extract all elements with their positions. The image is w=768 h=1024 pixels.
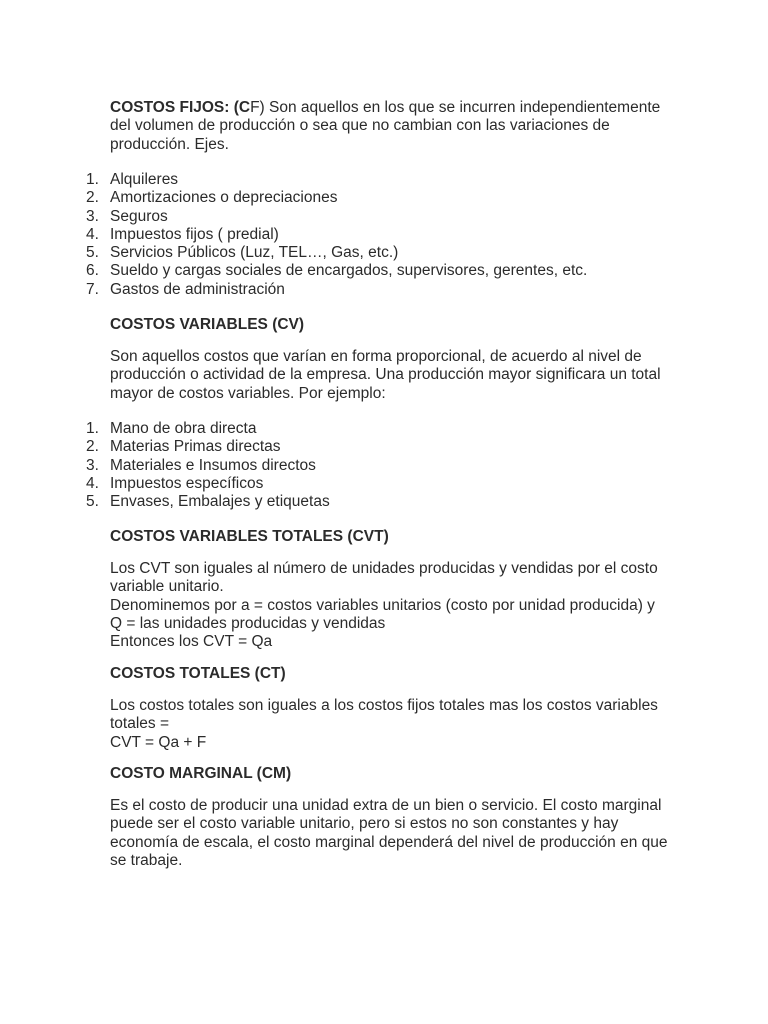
list-item-text: Impuestos fijos ( predial): [110, 225, 279, 243]
total-variable-costs-line-3: Entonces los CVT = Qa: [110, 633, 273, 651]
list-item-text: Envases, Embalajes y etiquetas: [110, 493, 330, 511]
total-costs-heading-block: [110, 665, 670, 683]
list-item-text: Gastos de administración: [110, 280, 285, 298]
list-item: 3. Seguros: [86, 207, 168, 225]
fixed-costs-definition: F) Son aquellos en los que se incurren independientemente del volumen de producción o sea que no cambian con las variaciones de producción. Ejes.: [110, 99, 661, 153]
fixed-costs-intro: [110, 99, 670, 154]
list-item: 2. Materias Primas directas: [86, 438, 281, 456]
fixed-costs-paragraph: [110, 99, 670, 154]
list-item: 5. Servicios Públicos (Luz, TEL…, Gas, etc.): [86, 244, 399, 262]
list-item-text: Amortizaciones o depreciaciones: [110, 189, 338, 207]
total-variable-costs-line-2: Denominemos por a = costos variables unitarios (costo por unidad producida) y Q = las unidades producidas y vendidas: [110, 596, 655, 632]
list-item: 1. Alquileres: [86, 171, 179, 188]
fixed-costs-heading: COSTOS FIJOS: (C: [110, 99, 251, 116]
variable-costs-heading: COSTOS VARIABLES (CV): [110, 316, 305, 333]
marginal-cost-paragraph: Es el costo de producir una unidad extra de un bien o servicio. El costo marginal puede ser el costo variable unitario, pero si estos no son constantes y hay economía de escala, el costo marginal dependerá del nivel de producción en que se trabaje.: [110, 797, 668, 869]
fixed-costs-list: [0, 171, 700, 299]
list-item: 5. Envases, Embalajes y etiquetas: [86, 493, 330, 511]
variable-costs-list: [0, 420, 700, 511]
total-variable-costs-heading-block: [110, 528, 670, 546]
list-item-text: Alquileres: [110, 171, 179, 188]
variable-costs-heading-block: [110, 316, 670, 334]
list-item-text: Servicios Públicos (Luz, TEL…, Gas, etc.): [110, 244, 399, 262]
list-item: 7. Gastos de administración: [86, 280, 285, 298]
total-costs-line-2: CVT = Qa + F: [110, 733, 207, 751]
list-item: 2. Amortizaciones o depreciaciones: [86, 189, 338, 207]
list-item-text: Sueldo y cargas sociales de encargados, supervisores, gerentes, etc.: [110, 262, 588, 280]
total-variable-costs-heading: COSTOS VARIABLES TOTALES (CVT): [110, 528, 389, 545]
list-item-text: Mano de obra directa: [110, 420, 257, 437]
list-item: 3. Materiales e Insumos directos: [86, 456, 316, 474]
list-item-text: Impuestos específicos: [110, 474, 264, 492]
list-item: 4. Impuestos específicos: [86, 474, 264, 492]
list-item-text: Materias Primas directas: [110, 438, 281, 456]
total-variable-costs-text-block: [110, 560, 670, 651]
list-item-text: Materiales e Insumos directos: [110, 456, 316, 474]
total-costs-heading: COSTOS TOTALES (CT): [110, 665, 286, 682]
total-variable-costs-line-1: Los CVT son iguales al número de unidades producidas y vendidas por el costo variable unitario.: [110, 560, 658, 596]
total-costs-line-1: Los costos totales son iguales a los costos fijos totales mas los costos variables totales =: [110, 697, 658, 733]
list-item-text: Seguros: [110, 207, 168, 225]
list-item: 1. Mano de obra directa: [86, 420, 257, 437]
marginal-cost-heading: COSTO MARGINAL (CM): [110, 765, 292, 782]
total-costs-text-block: [110, 697, 670, 752]
list-item: 4. Impuestos fijos ( predial): [86, 225, 279, 243]
variable-costs-paragraph: Son aquellos costos que varían en forma proporcional, de acuerdo al nivel de producción o actividad de la empresa. Una producción mayor significara un total mayor de costos variables. Por ejemplo:: [110, 348, 661, 402]
marginal-cost-text-block: [110, 797, 670, 870]
marginal-cost-heading-block: [110, 765, 670, 783]
variable-costs-text-block: [110, 348, 670, 403]
list-item: 6. Sueldo y cargas sociales de encargados, supervisores, gerentes, etc.: [86, 262, 588, 280]
